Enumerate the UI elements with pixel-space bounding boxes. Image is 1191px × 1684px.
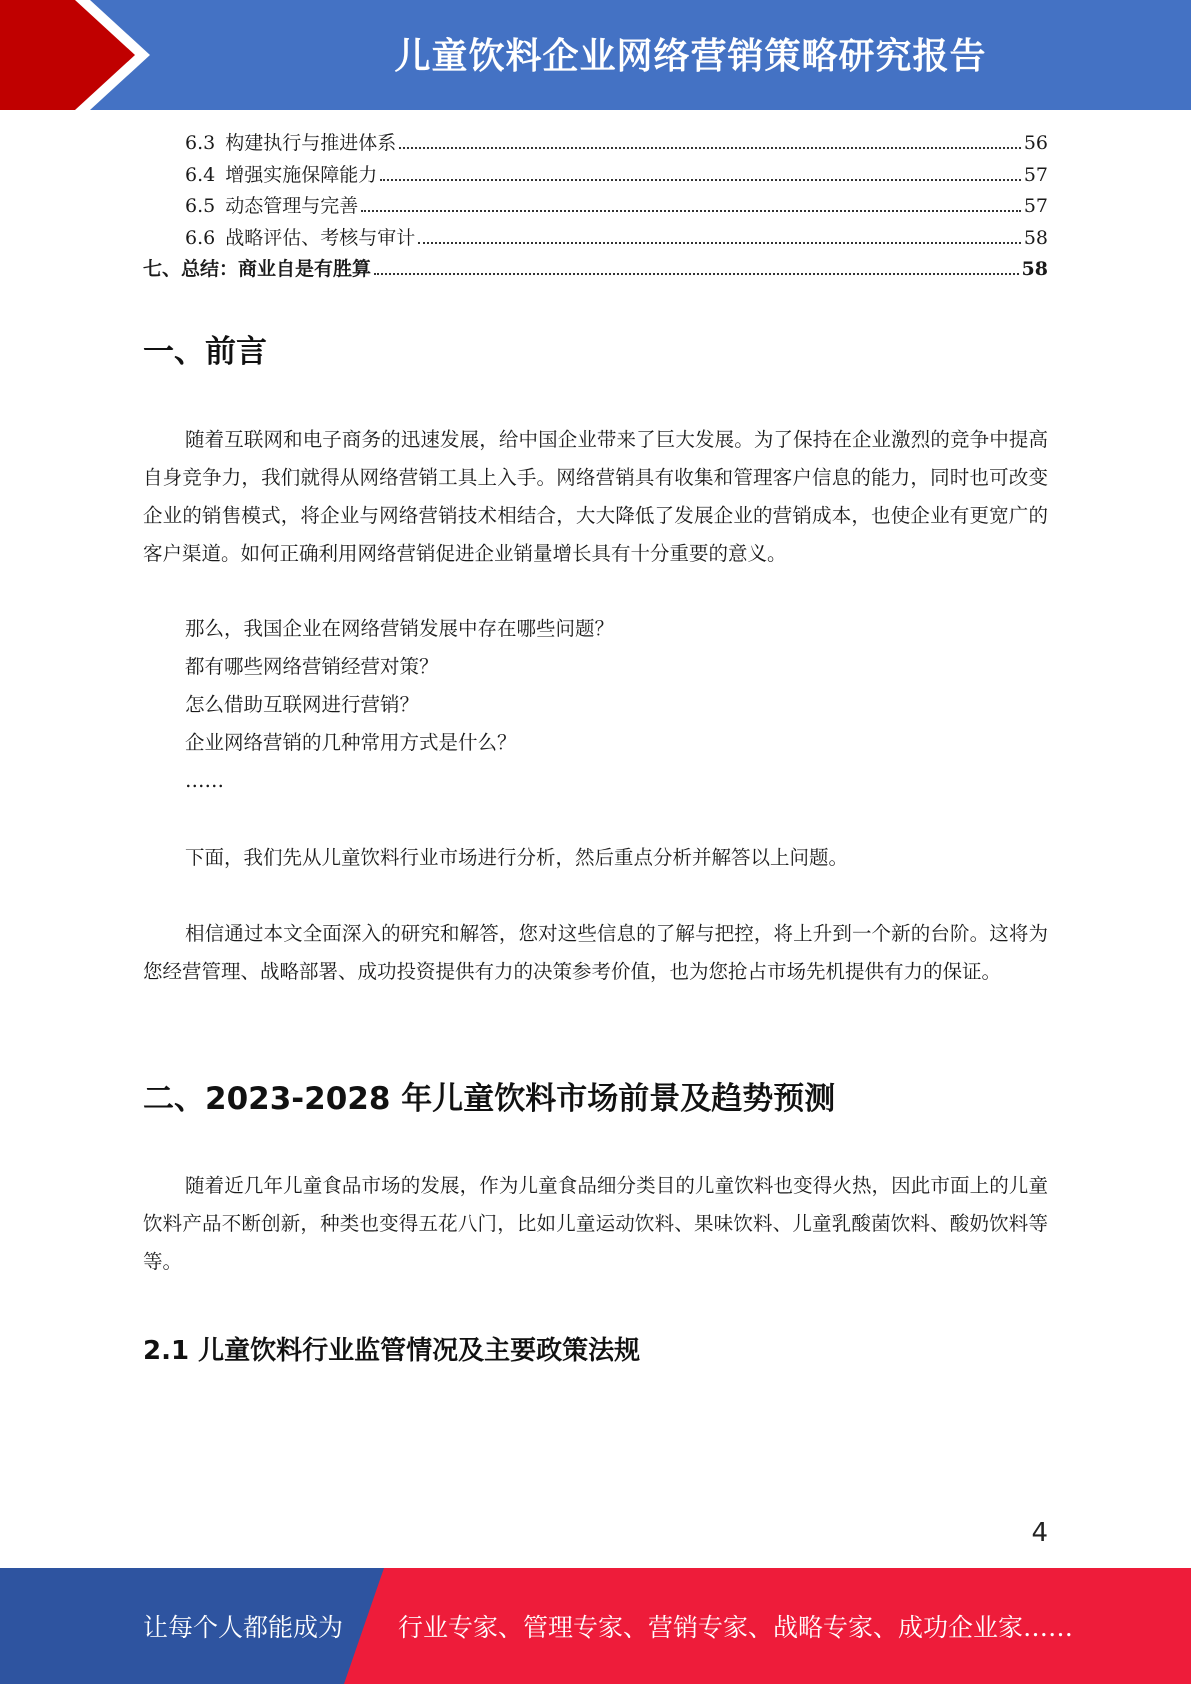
toc-entry[interactable]: [143, 128, 1048, 160]
question-item: 那么，我国企业在网络营销发展中存在哪些问题？: [185, 617, 615, 640]
table-of-contents: [143, 128, 1048, 286]
toc-entry-label: 战略评估、考核与审计: [225, 226, 416, 249]
toc-entry[interactable]: [143, 254, 1048, 286]
page-footer: [0, 1568, 1191, 1684]
section-heading-market-forecast: 二、2023-2028 年儿童饮料市场前景及趋势预测: [143, 1081, 836, 1117]
toc-entry[interactable]: [143, 223, 1048, 255]
toc-leader-dots: [361, 210, 1021, 212]
report-title: 儿童饮料企业网络营销策略研究报告: [394, 36, 987, 77]
question-item: 企业网络营销的几种常用方式是什么？: [185, 731, 517, 754]
page-number: 4: [1031, 1518, 1048, 1548]
toc-entry-page: 57: [1023, 163, 1048, 186]
question-list: [185, 610, 614, 800]
toc-entry-page: 58: [1023, 226, 1048, 249]
toc-leader-dots: [374, 273, 1019, 275]
question-item: 怎么借助互联网进行营销？: [185, 693, 420, 716]
section-heading-preface: 一、前言: [143, 334, 267, 370]
toc-entry-number: 6.3: [185, 132, 216, 154]
footer-slogan-right: 行业专家、管理专家、营销专家、战略专家、成功企业家……: [398, 1613, 1074, 1642]
toc-entry-page: 57: [1023, 195, 1048, 217]
toc-entry-page: 56: [1023, 132, 1048, 154]
toc-entry-label: 动态管理与完善: [225, 195, 359, 217]
toc-entry-label: 七、总结：商业自是有胜算: [143, 258, 372, 280]
toc-leader-dots: [399, 147, 1021, 149]
toc-entry-number: 6.5: [185, 195, 216, 217]
toc-entry-label: 增强实施保障能力: [225, 163, 378, 186]
toc-entry-page: 58: [1021, 258, 1048, 280]
toc-leader-dots: [418, 242, 1021, 244]
toc-entry[interactable]: [143, 160, 1048, 192]
toc-entry[interactable]: [143, 191, 1048, 223]
preface-paragraph-3: 相信通过本文全面深入的研究和解答，您对这些信息的了解与把控，将上升到一个新的台阶。这将为您经营管理、战略部署、成功投资提供有力的决策参考价值，也为您抢占市场先机提供有力的保证。: [143, 922, 1048, 983]
subsection-heading-regulation: 2.1 儿童饮料行业监管情况及主要政策法规: [143, 1336, 641, 1366]
market-paragraph-1: 随着近几年儿童食品市场的发展，作为儿童食品细分类目的儿童饮料也变得火热，因此市面上的儿童饮料产品不断创新，种类也变得五花八门，比如儿童运动饮料、果味饮料、儿童乳酸菌饮料、酸奶饮料等等。: [143, 1174, 1048, 1273]
page-header: [0, 0, 1191, 110]
preface-paragraph-2: 下面，我们先从儿童饮料行业市场进行分析，然后重点分析并解答以上问题。: [185, 846, 849, 869]
footer-slogan-left: 让每个人都能成为: [143, 1613, 344, 1642]
preface-paragraph-1: 随着互联网和电子商务的迅速发展，给中国企业带来了巨大发展。为了保持在企业激烈的竞争中提高自身竞争力，我们就得从网络营销工具上入手。网络营销具有收集和管理客户信息的能力，同时也可改变企业的销售模式，将企业与网络营销技术相结合，大大降低了发展企业的营销成本，也使企业有更宽广的客户渠道。如何正确利用网络营销促进企业销量增长具有十分重要的意义。: [143, 428, 1048, 565]
question-ellipsis: ……: [185, 769, 224, 792]
toc-entry-label: 构建执行与推进体系: [225, 132, 397, 154]
toc-leader-dots: [380, 179, 1021, 181]
toc-entry-number: 6.6: [185, 226, 216, 249]
question-item: 都有哪些网络营销经营对策？: [185, 655, 439, 678]
toc-entry-number: 6.4: [185, 163, 216, 186]
